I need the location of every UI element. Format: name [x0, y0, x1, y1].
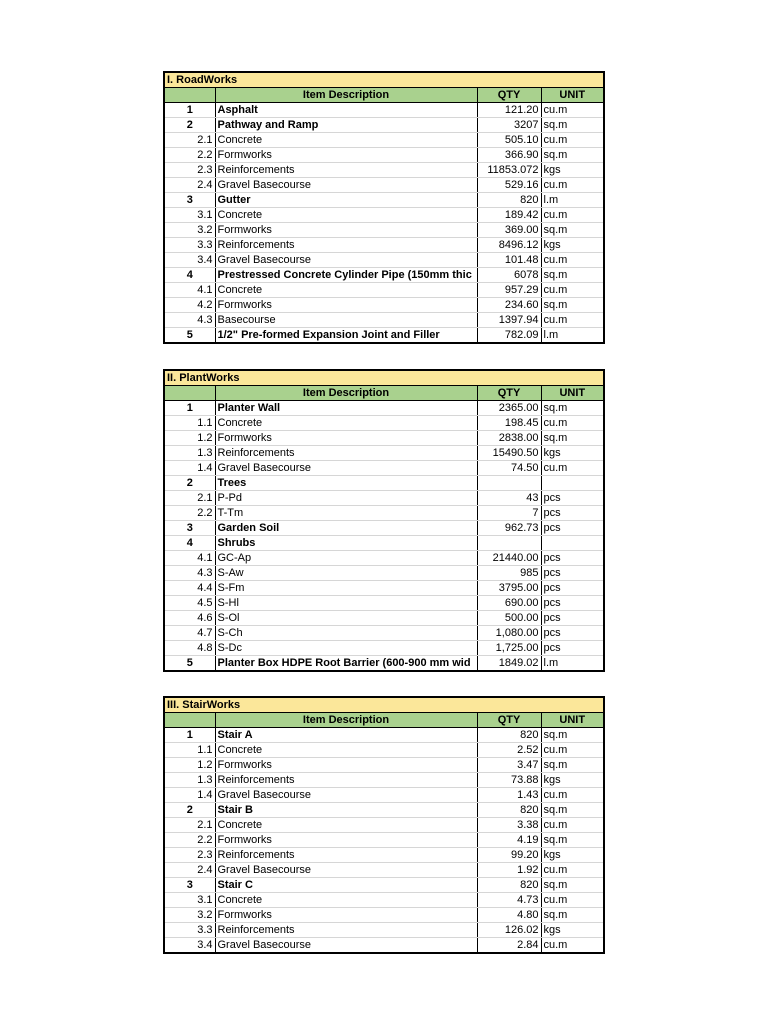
item-unit: cu.m: [541, 893, 604, 908]
table-row: [164, 893, 604, 908]
table-header-row: [164, 386, 604, 401]
item-description: T-Tm: [215, 506, 477, 521]
item-qty: 4.80: [477, 908, 541, 923]
item-unit: cu.m: [541, 178, 604, 193]
item-number: 4: [164, 536, 215, 551]
table-row: [164, 758, 604, 773]
item-number: 2: [164, 118, 215, 133]
section-title: III. StairWorks: [164, 697, 604, 713]
item-qty: 2.52: [477, 743, 541, 758]
item-number: 4.3: [164, 313, 215, 328]
item-description: Stair B: [215, 803, 477, 818]
header-unit: UNIT: [541, 386, 604, 401]
item-qty: 101.48: [477, 253, 541, 268]
table-row: [164, 878, 604, 893]
item-qty: 3795.00: [477, 581, 541, 596]
table-row: [164, 103, 604, 118]
item-unit: sq.m: [541, 298, 604, 313]
item-number: 4: [164, 268, 215, 283]
section-title: I. RoadWorks: [164, 72, 604, 88]
item-unit: cu.m: [541, 253, 604, 268]
table-row: [164, 148, 604, 163]
item-unit: sq.m: [541, 908, 604, 923]
table-row: [164, 283, 604, 298]
item-unit: cu.m: [541, 818, 604, 833]
item-number: 1.2: [164, 758, 215, 773]
item-number: 1.1: [164, 416, 215, 431]
item-unit: sq.m: [541, 401, 604, 416]
table-row: [164, 268, 604, 283]
item-number: 3.2: [164, 223, 215, 238]
item-number: 2.1: [164, 133, 215, 148]
item-description: Gutter: [215, 193, 477, 208]
item-number: 1: [164, 728, 215, 743]
item-description: Formworks: [215, 223, 477, 238]
item-qty: 2.84: [477, 938, 541, 954]
item-qty: 1.92: [477, 863, 541, 878]
item-qty: 505.10: [477, 133, 541, 148]
table-row: [164, 923, 604, 938]
item-unit: sq.m: [541, 758, 604, 773]
header-item-description: Item Description: [215, 88, 477, 103]
item-description: Formworks: [215, 833, 477, 848]
table-row: [164, 641, 604, 656]
item-qty: 369.00: [477, 223, 541, 238]
item-qty: 234.60: [477, 298, 541, 313]
item-unit: cu.m: [541, 208, 604, 223]
item-unit: l.m: [541, 656, 604, 672]
table-header-row: [164, 713, 604, 728]
item-unit: cu.m: [541, 313, 604, 328]
item-description: Stair A: [215, 728, 477, 743]
table-row: [164, 446, 604, 461]
item-description: Prestressed Concrete Cylinder Pipe (150mm thic: [215, 268, 477, 283]
item-qty: 1.43: [477, 788, 541, 803]
item-description: Concrete: [215, 818, 477, 833]
header-num: [164, 713, 215, 728]
item-number: 2.4: [164, 178, 215, 193]
table-row: [164, 908, 604, 923]
item-unit: [541, 476, 604, 491]
table-row: [164, 313, 604, 328]
table-row: [164, 536, 604, 551]
item-qty: 74.50: [477, 461, 541, 476]
item-number: 2: [164, 476, 215, 491]
item-qty: 2838.00: [477, 431, 541, 446]
item-qty: 366.90: [477, 148, 541, 163]
item-number: 1.3: [164, 446, 215, 461]
item-unit: pcs: [541, 566, 604, 581]
item-qty: 3.38: [477, 818, 541, 833]
item-description: Gravel Basecourse: [215, 788, 477, 803]
item-number: 4.6: [164, 611, 215, 626]
item-number: 3.4: [164, 253, 215, 268]
item-qty: 1397.94: [477, 313, 541, 328]
table-row: [164, 611, 604, 626]
table-row: [164, 328, 604, 344]
table-row: [164, 551, 604, 566]
item-unit: cu.m: [541, 938, 604, 954]
item-number: 2.2: [164, 833, 215, 848]
item-unit: pcs: [541, 491, 604, 506]
item-unit: sq.m: [541, 803, 604, 818]
item-qty: 198.45: [477, 416, 541, 431]
item-unit: sq.m: [541, 268, 604, 283]
item-qty: 529.16: [477, 178, 541, 193]
item-number: 2.1: [164, 818, 215, 833]
item-number: 3.3: [164, 923, 215, 938]
item-unit: cu.m: [541, 416, 604, 431]
item-description: Trees: [215, 476, 477, 491]
table-row: [164, 491, 604, 506]
header-qty: QTY: [477, 386, 541, 401]
item-number: 1: [164, 103, 215, 118]
item-unit: sq.m: [541, 118, 604, 133]
table-row: [164, 253, 604, 268]
item-number: 2: [164, 803, 215, 818]
item-description: Formworks: [215, 298, 477, 313]
item-qty: 3.47: [477, 758, 541, 773]
item-description: S-Aw: [215, 566, 477, 581]
item-number: 1.4: [164, 461, 215, 476]
item-qty: 7: [477, 506, 541, 521]
table-row: [164, 803, 604, 818]
item-qty: 43: [477, 491, 541, 506]
item-unit: sq.m: [541, 148, 604, 163]
item-description: Asphalt: [215, 103, 477, 118]
item-unit: sq.m: [541, 878, 604, 893]
table-row: [164, 626, 604, 641]
table-row: [164, 848, 604, 863]
section-title-row: [164, 697, 604, 713]
item-unit: cu.m: [541, 743, 604, 758]
item-number: 1.1: [164, 743, 215, 758]
item-qty: 189.42: [477, 208, 541, 223]
item-number: 2.1: [164, 491, 215, 506]
item-number: 4.1: [164, 551, 215, 566]
item-unit: cu.m: [541, 103, 604, 118]
item-description: S-Ch: [215, 626, 477, 641]
item-number: 1.3: [164, 773, 215, 788]
item-description: Gravel Basecourse: [215, 863, 477, 878]
item-description: Concrete: [215, 893, 477, 908]
item-qty: 21440.00: [477, 551, 541, 566]
item-unit: sq.m: [541, 431, 604, 446]
item-unit: kgs: [541, 446, 604, 461]
table-row: [164, 566, 604, 581]
item-number: 4.8: [164, 641, 215, 656]
item-number: 4.2: [164, 298, 215, 313]
item-number: 3.4: [164, 938, 215, 954]
item-unit: kgs: [541, 848, 604, 863]
item-unit: pcs: [541, 506, 604, 521]
item-number: 1.4: [164, 788, 215, 803]
table-row: [164, 401, 604, 416]
item-unit: kgs: [541, 773, 604, 788]
item-qty: 962.73: [477, 521, 541, 536]
item-description: Basecourse: [215, 313, 477, 328]
item-qty: 957.29: [477, 283, 541, 298]
item-qty: 73.88: [477, 773, 541, 788]
item-number: 4.3: [164, 566, 215, 581]
item-description: S-Dc: [215, 641, 477, 656]
table-row: [164, 863, 604, 878]
table-row: [164, 833, 604, 848]
roadworks-table: [163, 71, 605, 344]
item-qty: 1849.02: [477, 656, 541, 672]
item-qty: 4.73: [477, 893, 541, 908]
table-row: [164, 521, 604, 536]
item-number: 2.3: [164, 848, 215, 863]
item-number: 3: [164, 878, 215, 893]
table-row: [164, 431, 604, 446]
table-row: [164, 461, 604, 476]
header-qty: QTY: [477, 88, 541, 103]
item-description: GC-Ap: [215, 551, 477, 566]
table-row: [164, 596, 604, 611]
item-qty: 820: [477, 803, 541, 818]
table-row: [164, 818, 604, 833]
item-qty: 3207: [477, 118, 541, 133]
item-description: Concrete: [215, 743, 477, 758]
table-row: [164, 938, 604, 954]
item-unit: cu.m: [541, 863, 604, 878]
item-qty: 121.20: [477, 103, 541, 118]
item-qty: 99.20: [477, 848, 541, 863]
item-qty: 126.02: [477, 923, 541, 938]
header-item-description: Item Description: [215, 386, 477, 401]
item-qty: 11853.072: [477, 163, 541, 178]
item-description: Concrete: [215, 133, 477, 148]
item-description: Stair C: [215, 878, 477, 893]
item-qty: 1,080.00: [477, 626, 541, 641]
item-number: 2.2: [164, 506, 215, 521]
table-row: [164, 728, 604, 743]
item-qty: 15490.50: [477, 446, 541, 461]
item-description: Concrete: [215, 416, 477, 431]
table-row: [164, 133, 604, 148]
item-qty: 500.00: [477, 611, 541, 626]
item-description: Planter Box HDPE Root Barrier (600-900 mm wid: [215, 656, 477, 672]
item-description: Reinforcements: [215, 848, 477, 863]
item-description: Concrete: [215, 283, 477, 298]
table-row: [164, 581, 604, 596]
item-description: Gravel Basecourse: [215, 253, 477, 268]
item-qty: 8496.12: [477, 238, 541, 253]
section-title: II. PlantWorks: [164, 370, 604, 386]
item-qty: [477, 536, 541, 551]
item-description: Garden Soil: [215, 521, 477, 536]
item-number: 3.1: [164, 208, 215, 223]
item-description: Reinforcements: [215, 923, 477, 938]
item-qty: 820: [477, 193, 541, 208]
item-qty: 985: [477, 566, 541, 581]
item-unit: pcs: [541, 581, 604, 596]
item-unit: pcs: [541, 611, 604, 626]
header-qty: QTY: [477, 713, 541, 728]
item-qty: 6078: [477, 268, 541, 283]
table-row: [164, 223, 604, 238]
item-description: Planter Wall: [215, 401, 477, 416]
table-row: [164, 118, 604, 133]
header-item-description: Item Description: [215, 713, 477, 728]
header-num: [164, 386, 215, 401]
table-row: [164, 506, 604, 521]
item-description: Shrubs: [215, 536, 477, 551]
header-num: [164, 88, 215, 103]
section-title-row: [164, 370, 604, 386]
item-unit: cu.m: [541, 461, 604, 476]
item-number: 3: [164, 521, 215, 536]
header-unit: UNIT: [541, 713, 604, 728]
item-unit: l.m: [541, 328, 604, 344]
item-number: 5: [164, 328, 215, 344]
item-description: Gravel Basecourse: [215, 461, 477, 476]
item-number: 3.3: [164, 238, 215, 253]
item-description: Reinforcements: [215, 773, 477, 788]
item-description: Gravel Basecourse: [215, 178, 477, 193]
item-qty: 820: [477, 878, 541, 893]
item-description: 1/2" Pre-formed Expansion Joint and Filler: [215, 328, 477, 344]
table-header-row: [164, 88, 604, 103]
stairworks-table: [163, 696, 605, 954]
item-description: Reinforcements: [215, 446, 477, 461]
item-description: P-Pd: [215, 491, 477, 506]
roadworks-section: [163, 71, 603, 344]
item-number: 3.1: [164, 893, 215, 908]
item-description: S-Hl: [215, 596, 477, 611]
table-row: [164, 163, 604, 178]
table-row: [164, 178, 604, 193]
item-description: Formworks: [215, 431, 477, 446]
item-unit: cu.m: [541, 283, 604, 298]
item-number: 4.7: [164, 626, 215, 641]
item-number: 1.2: [164, 431, 215, 446]
plantworks-section: [163, 369, 603, 672]
item-number: 2.2: [164, 148, 215, 163]
item-description: Concrete: [215, 208, 477, 223]
item-description: Reinforcements: [215, 163, 477, 178]
item-qty: 1,725.00: [477, 641, 541, 656]
item-unit: [541, 536, 604, 551]
section-title-row: [164, 72, 604, 88]
table-row: [164, 773, 604, 788]
item-unit: cu.m: [541, 788, 604, 803]
item-qty: 820: [477, 728, 541, 743]
item-qty: 690.00: [477, 596, 541, 611]
item-number: 4.5: [164, 596, 215, 611]
item-unit: pcs: [541, 521, 604, 536]
item-unit: cu.m: [541, 133, 604, 148]
item-unit: pcs: [541, 596, 604, 611]
item-unit: pcs: [541, 641, 604, 656]
table-row: [164, 298, 604, 313]
item-unit: sq.m: [541, 728, 604, 743]
item-number: 5: [164, 656, 215, 672]
item-number: 3: [164, 193, 215, 208]
table-row: [164, 743, 604, 758]
item-unit: sq.m: [541, 223, 604, 238]
table-row: [164, 656, 604, 672]
table-row: [164, 193, 604, 208]
table-row: [164, 238, 604, 253]
item-number: 1: [164, 401, 215, 416]
table-row: [164, 416, 604, 431]
header-unit: UNIT: [541, 88, 604, 103]
item-description: S-Fm: [215, 581, 477, 596]
item-description: Formworks: [215, 908, 477, 923]
item-qty: 782.09: [477, 328, 541, 344]
item-number: 3.2: [164, 908, 215, 923]
item-unit: sq.m: [541, 833, 604, 848]
item-description: Formworks: [215, 148, 477, 163]
item-qty: [477, 476, 541, 491]
item-description: Formworks: [215, 758, 477, 773]
item-description: Reinforcements: [215, 238, 477, 253]
item-qty: 4.19: [477, 833, 541, 848]
stairworks-section: [163, 696, 603, 954]
item-unit: kgs: [541, 238, 604, 253]
plantworks-table: [163, 369, 605, 672]
item-description: Gravel Basecourse: [215, 938, 477, 954]
table-row: [164, 476, 604, 491]
item-unit: l.m: [541, 193, 604, 208]
item-number: 4.1: [164, 283, 215, 298]
table-row: [164, 788, 604, 803]
item-number: 2.3: [164, 163, 215, 178]
item-qty: 2365.00: [477, 401, 541, 416]
item-unit: pcs: [541, 551, 604, 566]
item-description: Pathway and Ramp: [215, 118, 477, 133]
item-description: S-Ol: [215, 611, 477, 626]
table-row: [164, 208, 604, 223]
item-number: 4.4: [164, 581, 215, 596]
item-unit: kgs: [541, 923, 604, 938]
item-unit: kgs: [541, 163, 604, 178]
item-unit: pcs: [541, 626, 604, 641]
item-number: 2.4: [164, 863, 215, 878]
